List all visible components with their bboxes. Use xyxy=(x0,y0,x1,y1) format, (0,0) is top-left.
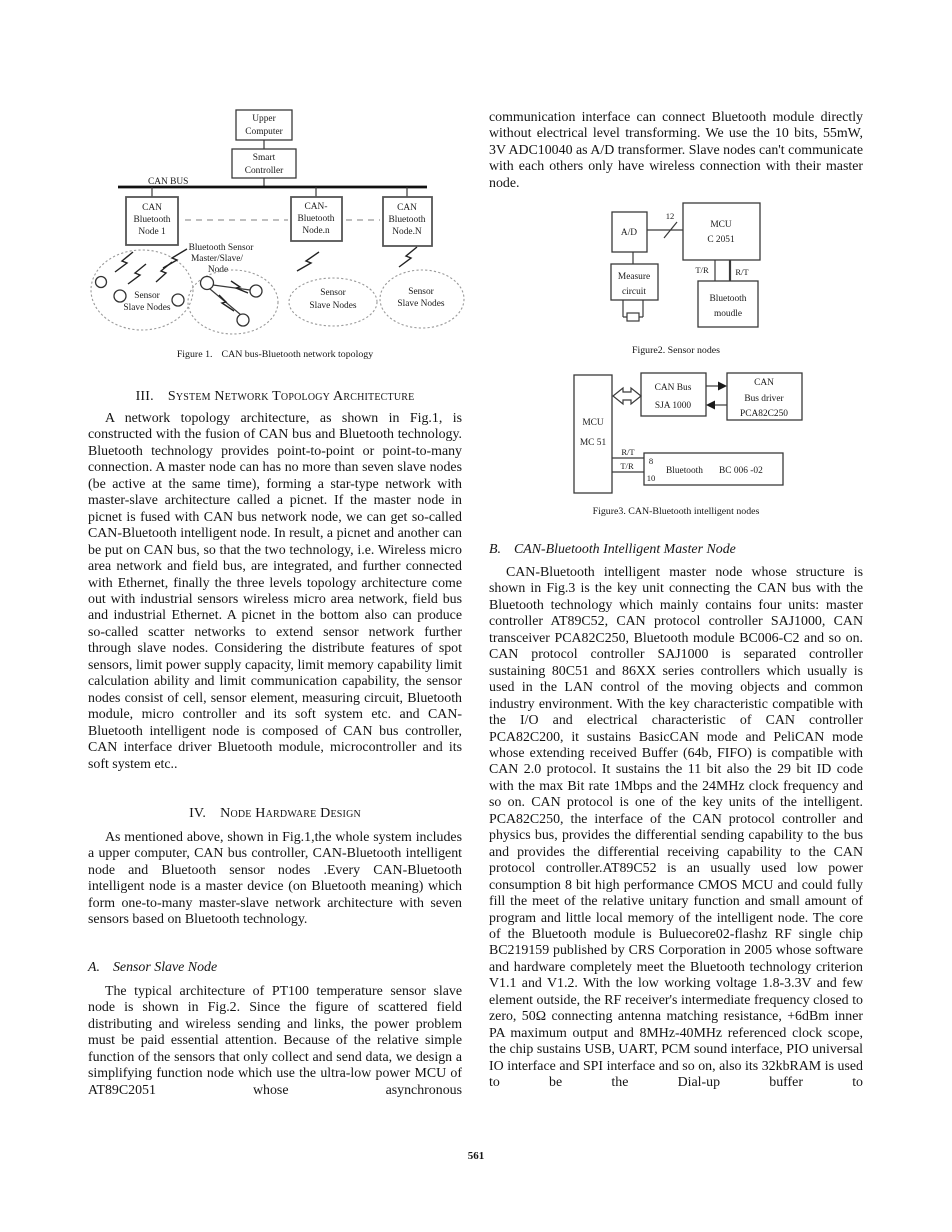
rt-label: R/T xyxy=(735,267,749,277)
bus-width-label: 12 xyxy=(665,211,675,221)
node-N-line3: Node.N xyxy=(392,227,422,237)
subsection-b-heading xyxy=(489,542,863,558)
node-N-line1: CAN xyxy=(397,203,417,213)
section-4-number: IV. xyxy=(189,806,207,821)
wireless-bolt-icons xyxy=(115,247,417,311)
slave-right-line2: Slave Nodes xyxy=(397,299,445,309)
upper-computer-line1: Upper xyxy=(252,114,276,124)
subsection-a-paragraph: The typical architecture of PT100 temperature sensor slave node is shown in Fig.2. Since the figure of scattered field distributing and wireless sending and links, the power problem must be paid essential attention. Because of the relative simple function of the sensors that only collect and send data, we design a simplifying function node which use the ultra-low power MCU of AT89C2051 whose asynchronous xyxy=(88,984,462,1098)
smart-controller-line2: Controller xyxy=(244,166,284,176)
sensor-element-symbol xyxy=(623,300,643,321)
section-3-paragraph: A network topology architecture, as shown in Fig.1, is constructed with the fusion of CAN bus and Bluetooth technology. Bluetooth technology provides point-to-point or point-to-many connection. A master node can has no more than seven slave nodes (be active at the same time), forming a star-type network with master-slave architecture called a picnet. If the master node in picnet is fused with CAN bus network node, we can get so-called CAN-Bluetooth intelligent node. In result, a picnet and another can be put on CAN bus, so that the two technology, i.e. Wireless micro area network and field bus, are integrated, and further connected with Ethernet, finally the three levels topology architecture come out with industrial sensors wireless micro area network, field bus and industrial Ethernet. A picnet in the bottom also can produce so-called scatter networks to extend sensor network further through slave nodes. Considering the distribute features of spot sensors, limit power supply capacity, limit memory capability limit calculation ability and limit communication capability, the sensor nodes consist of cell, sensor element, measuring circuit, Bluetooth module, micro controller and its soft system etc. and CAN-Bluetooth intelligent node is composed of CAN bus controller, CAN interface driver Bluetooth module, microcontroller and its soft system etc.. xyxy=(88,411,462,772)
mcu-line2: MC 51 xyxy=(579,438,607,448)
bluetooth-model: BC 006 -02 xyxy=(719,466,763,476)
node1-line2: Bluetooth xyxy=(133,215,171,225)
sja-driver-arrows xyxy=(706,382,727,410)
driver-line2: Bus driver xyxy=(744,394,784,404)
figure2-caption: Figure2. Sensor nodes xyxy=(631,345,721,356)
bt-master-label-line2: Master/Slave/ xyxy=(190,254,244,264)
node-N-line2: Bluetooth xyxy=(388,215,426,225)
mcu-line2: C 2051 xyxy=(707,235,735,245)
rt-label: R/T xyxy=(621,447,635,457)
pin10-label: 10 xyxy=(646,473,656,483)
section-3-heading xyxy=(88,389,462,405)
bluetooth-module-box xyxy=(698,281,758,327)
section-4-heading xyxy=(88,806,462,822)
node1-line1: CAN xyxy=(142,203,162,213)
slave-right-line1: Sensor xyxy=(408,287,434,297)
mcu-line1: MCU xyxy=(710,220,732,230)
section-3-number: III. xyxy=(135,389,154,404)
mcu-box xyxy=(683,203,760,260)
bt-master-label-line3: Node xyxy=(207,265,229,275)
slave-left-line2: Slave Nodes xyxy=(123,303,171,313)
upper-computer-line2: Computer xyxy=(245,127,283,137)
can-bus-label: CAN BUS xyxy=(148,177,189,187)
right-top-paragraph: communication interface can connect Bluetooth module directly without electrical level transforming. We use the 10 bits, 55mW, 3V ADC10040 as A/D transformer. Slave nodes can't communicate with each others only have wireless connection with their master node. xyxy=(489,110,863,191)
section-4-title: Node Hardware Design xyxy=(220,806,361,821)
bluetooth-line2: moudle xyxy=(713,309,743,319)
piconet-ellipse-left xyxy=(91,250,193,330)
section-3-title: System Network Topology Architecture xyxy=(167,389,415,404)
subsection-b-label: B. xyxy=(489,542,501,557)
tr-label: T/R xyxy=(695,265,709,275)
bluetooth-line1: Bluetooth xyxy=(709,294,747,304)
master-slave-circles xyxy=(201,277,263,327)
page-number: 561 xyxy=(467,1150,485,1162)
bt-master-label-line1: Bluetooth Sensor xyxy=(188,243,254,253)
sja-line2: SJA 1000 xyxy=(654,401,692,411)
bus-drop-wires xyxy=(152,187,407,197)
subsection-a-label: A. xyxy=(88,960,100,975)
subsection-a-heading xyxy=(88,960,462,976)
mcu-line1: MCU xyxy=(582,418,604,428)
subsection-b-paragraph: CAN-Bluetooth intelligent master node whose structure is shown in Fig.3 is the key unit connecting the CAN bus with the Bluetooth technology which mainly contains four units: master controller AT89C52, CAN protocol controller SAJ1000, CAN transceiver PCA82C250, Bluetooth module BC006-C2 and so on. CAN protocol controller SAJ1000 is separated controller sustaining 80C51 and 86XX series controllers which usually is used in the LAN control of the moving objects and common industry environment. With the key characteristic compatible with the I/O and electrical characteristic of CAN controller PCA82C200, it sustains BasicCAN mode and PeliCAN mode whose extending received Buffer (64b, FIFO) is compatible with CAN 2.0 protocol. It sustains the 11 bit also the 29 bit ID code with the max Bit rate 1Mbps and the 24MHz clock frequency and so on. CAN protocol is one of the key units of the intelligent. PCA82C250, the interface of the CAN protocol controller and physics bus, provides the differential sending capability to the bus and provides the differential receiving capability to the CAN protocol controller.AT89C52 is an usually used low power consumption 8 bit high performance CMOS MCU and could fully fill the meet of the relative unitary function and small amount of program and little local memory of the intelligent node. The core of the Bluetooth module is Buluecore02-flashz RF single chip BC219159 published by CRS Corporation in 2005 whose software and hardware completely meet the Bluetooth technology criterion V1.1 and V1.2. With the low working voltage 1.8-3.3V and few element outside, the RF receiver's intermediate frequency closed to zero, 50Ω connecting antenna matching resistance, +6dBm inner PA maximum output and 8MHz-40MHz referenced clock scope, the chip sustains USB, UART, PCM sound interface, PIO universal IO interface and SPI interface and so on, also its 32kbRAM is used to be the Dial-up buffer to xyxy=(489,565,863,1091)
slave-mid-line2: Slave Nodes xyxy=(309,301,357,311)
ad-label: A/D xyxy=(620,228,638,238)
figure2-sensor-node-diagram xyxy=(489,200,867,332)
subsection-a-title: Sensor Slave Node xyxy=(112,960,218,975)
mcu-box xyxy=(574,375,612,493)
sja-line1: CAN Bus xyxy=(654,383,692,393)
pin8-label: 8 xyxy=(648,456,654,466)
subsection-b-title: CAN-Bluetooth Intelligent Master Node xyxy=(513,542,736,557)
section-4-paragraph: As mentioned above, shown in Fig.1,the whole system includes a upper computer, CAN bus controller, CAN-Bluetooth intelligent node and Bluetooth sensor nodes .Every CAN-Bluetooth intelligent node is a master device (on Bluetooth meaning) which form one-to-many master-slave network architecture with seven sensors based on Bluetooth technology. xyxy=(88,830,462,928)
double-arrow xyxy=(613,388,641,404)
node1-line3: Node 1 xyxy=(138,227,166,237)
measure-line2: circuit xyxy=(622,287,646,297)
node-n-line1: CAN- xyxy=(304,202,328,212)
slave-left-line1: Sensor xyxy=(134,291,160,301)
node-n-line2: Bluetooth xyxy=(297,214,335,224)
tr-label: T/R xyxy=(620,461,634,471)
measure-line1: Measure xyxy=(617,272,651,282)
figure1-topology-diagram xyxy=(88,104,466,346)
driver-line3: PCA82C250 xyxy=(740,409,788,419)
node-n-line3: Node.n xyxy=(302,226,330,236)
figure3-caption: Figure3. CAN-Bluetooth intelligent nodes xyxy=(592,506,760,517)
figure1-caption-text: CAN bus-Bluetooth network topology xyxy=(221,349,374,360)
bluetooth-name: Bluetooth xyxy=(666,466,703,476)
smart-controller-line1: Smart xyxy=(252,153,276,163)
driver-line1: CAN xyxy=(754,378,774,388)
figure3-intelligent-node-diagram xyxy=(489,370,867,495)
figure1-caption xyxy=(88,349,462,360)
master-to-right-link xyxy=(213,285,250,290)
slave-mid-line1: Sensor xyxy=(320,288,346,298)
figure1-caption-label: Figure 1. xyxy=(176,349,213,360)
